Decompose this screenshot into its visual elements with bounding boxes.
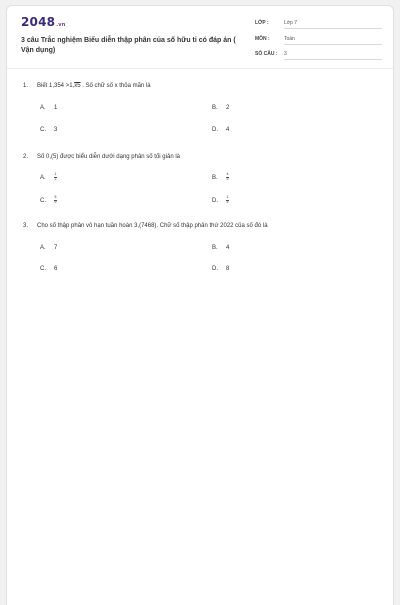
fraction-numerator: 1 xyxy=(226,195,229,199)
option-2d[interactable] xyxy=(212,196,229,204)
logo-text: 2048 xyxy=(21,15,56,29)
option-fraction xyxy=(226,196,229,204)
meta-class-value: Lớp 7 xyxy=(284,20,382,29)
option-label: D. xyxy=(212,197,218,204)
option-fraction xyxy=(226,173,229,181)
option-fraction xyxy=(54,173,57,181)
stem-text-after: . Số chữ số x thỏa mãn là xyxy=(80,83,151,89)
fraction-denominator: 9 xyxy=(226,176,229,181)
fraction-denominator: 2 xyxy=(54,176,57,181)
question-number: 2. xyxy=(23,154,29,160)
option-1c[interactable] xyxy=(40,127,57,133)
option-3a[interactable] xyxy=(40,245,57,251)
worksheet-header xyxy=(7,6,393,69)
worksheet-page xyxy=(6,5,394,605)
option-text: 7 xyxy=(54,245,58,251)
option-2c[interactable] xyxy=(40,196,57,204)
site-logo[interactable] xyxy=(21,15,66,29)
option-label: D. xyxy=(212,127,218,133)
option-label: A. xyxy=(40,174,46,181)
option-label: C. xyxy=(40,127,46,133)
fraction-numerator: 5 xyxy=(54,195,57,199)
option-3b[interactable] xyxy=(212,245,229,251)
option-text: 3 xyxy=(54,127,58,133)
meta-count-label: SỐ CÂU : xyxy=(255,51,278,57)
option-label: D. xyxy=(212,266,218,272)
fraction-denominator: 5 xyxy=(226,199,229,204)
option-3c[interactable] xyxy=(40,266,57,272)
option-1b[interactable] xyxy=(212,105,229,111)
fraction-numerator: 1 xyxy=(54,172,57,176)
option-label: A. xyxy=(40,105,46,111)
option-text: 8 xyxy=(226,266,230,272)
question-number: 3. xyxy=(23,223,29,229)
worksheet-title: 3 câu Trắc nghiệm Biểu diễn thập phân của số hữu tỉ có đáp án ( Vận dụng) xyxy=(21,37,236,54)
option-text: 4 xyxy=(226,245,230,251)
meta-class-label: LỚP : xyxy=(255,20,269,26)
option-2a[interactable] xyxy=(40,173,57,181)
question-stem xyxy=(37,83,151,89)
meta-subject-label: MÔN : xyxy=(255,36,270,42)
option-label: B. xyxy=(212,245,218,251)
option-label: C. xyxy=(40,266,46,272)
option-label: B. xyxy=(212,105,218,111)
option-fraction xyxy=(54,196,57,204)
stem-text-before: Biết 1,354 >1, xyxy=(37,83,75,89)
option-text: 1 xyxy=(54,105,58,111)
option-text: 6 xyxy=(54,266,58,272)
fraction-numerator: 4 xyxy=(226,172,229,176)
option-label: B. xyxy=(212,174,218,181)
option-2b[interactable] xyxy=(212,173,229,181)
meta-count-value: 3 xyxy=(284,51,382,60)
meta-subject-value: Toán xyxy=(284,36,382,45)
option-3d[interactable] xyxy=(212,266,229,272)
logo-domain: .vn xyxy=(56,22,66,28)
option-text: 2 xyxy=(226,105,230,111)
fraction-denominator: 9 xyxy=(54,199,57,204)
option-label: C. xyxy=(40,197,46,204)
option-label: A. xyxy=(40,245,46,251)
option-1a[interactable] xyxy=(40,105,57,111)
question-stem: Cho số thập phân vô hạn tuần hoàn 3,(7468). Chữ số thập phân thứ 2022 của số đó là xyxy=(37,223,268,229)
question-stem: Số 0,(5) được biểu diễn dưới dạng phân số tối giản là xyxy=(37,154,180,160)
stem-math: x5 xyxy=(74,83,81,89)
option-1d[interactable] xyxy=(212,127,229,133)
question-number: 1. xyxy=(23,83,29,89)
option-text: 4 xyxy=(226,127,230,133)
